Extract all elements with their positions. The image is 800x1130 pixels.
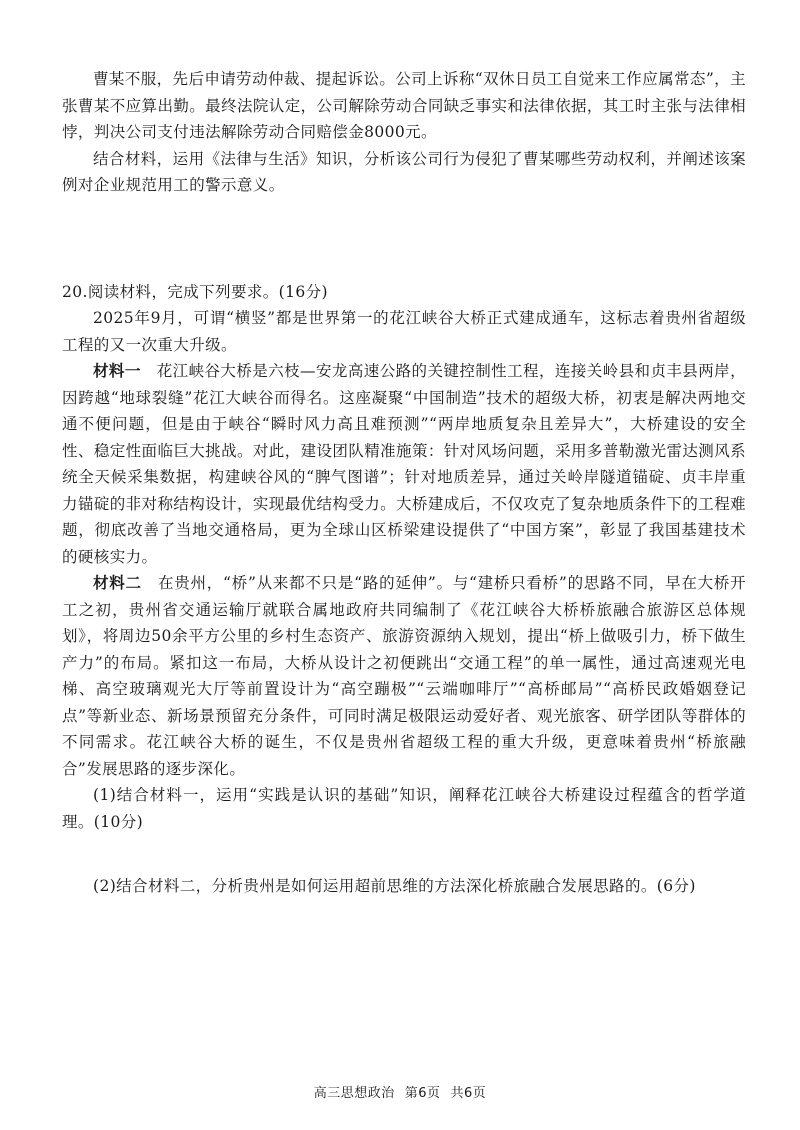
answer-space-1 xyxy=(62,835,746,873)
sub-question-2: (2)结合材料二，分析贵州是如何运用超前思维的方法深化桥旅融合发展思路的。(6分) xyxy=(93,877,696,895)
question-20-intro: 2025年9月，可谓“横竖”都是世界第一的花江峡谷大桥正式建成通车，这标志着贵州省超级工程的又一次重大升级。 xyxy=(62,309,746,354)
material-2-label: 材料二 xyxy=(93,573,142,592)
page-footer xyxy=(0,1082,800,1101)
exam-page xyxy=(62,66,746,900)
material-1-label: 材料一 xyxy=(93,361,141,380)
question-19-prompt: 结合材料，运用《法律与生活》知识，分析该公司行为侵犯了曹某哪些劳动权利，并阐述该案例对企业规范用工的警示意义。 xyxy=(62,149,746,194)
footer-subject: 高三思想政治 xyxy=(313,1086,395,1101)
material-2-text: 在贵州，“桥”从来都不只是“路的延伸”。与“建桥只看桥”的思路不同，早在大桥开工之初，贵州省交通运输厅就联合属地政府共同编制了《花江峡谷大桥桥旅融合旅游区总体规划》，将周边50余平方公里的乡村生态资产、旅游资源纳入规划，提出“桥上做吸引力，桥下做生产力”的布局。紧扣这一布局，大桥从设计之初便跳出“交通工程”的单一属性，通过高速观光电梯、高空玻璃观光大厅等前置设计为“高空蹦极”“云端咖啡厅”“高桥邮局”“高桥民政婚姻登记点”等新业态、新场景预留充分条件，可同时满足极限运动爱好者、观光旅客、研学团队等群体的不同需求。花江峡谷大桥的诞生，不仅是贵州省超级工程的重大升级，更意味着贵州“桥旅融合”发展思路的逐步深化。 xyxy=(62,574,747,778)
footer-page: 第6页 xyxy=(404,1086,441,1101)
question-20-title: 20.阅读材料，完成下列要求。(16分) xyxy=(62,282,328,301)
footer-total: 共6页 xyxy=(450,1086,487,1101)
case-paragraph: 曹某不服，先后申请劳动仲裁、提起诉讼。公司上诉称“双休日员工自觉来工作应属常态”，主张曹某不应算出勤。最终法院认定，公司解除劳动合同缺乏事实和法律依据，其工时主张与法律相悖，判决公司支付违法解除劳动合同赔偿金8000元。 xyxy=(62,70,746,141)
material-1 xyxy=(62,358,746,570)
material-2 xyxy=(62,570,746,782)
answer-space xyxy=(62,199,746,279)
sub-question-1: (1)结合材料一，运用“实践是认识的基础”知识，阐释花江峡谷大桥建设过程蕴含的哲学道理。(10分) xyxy=(62,786,746,831)
material-1-text: 花江峡谷大桥是六枝—安龙高速公路的关键控制性工程，连接关岭县和贞丰县两岸，因跨越“地球裂缝”花江大峡谷而得名。这座凝聚“中国制造”技术的超级大桥，初衷是解决两地交通不便问题，但是由于峡谷“瞬时风力高且难预测”“两岸地质复杂且差异大”，大桥建设的安全性、稳定性面临巨大挑战。对此，建设团队精准施策：针对风场问题，采用多普勒激光雷达测风系统全天候采集数据，构建峡谷风的“脾气图谱”；针对地质差异，通过关岭岸隧道锚碇、贞丰岸重力锚碇的非对称结构设计，实现最优结构受力。大桥建成后，不仅攻克了复杂地质条件下的工程难题，彻底改善了当地交通格局，更为全球山区桥梁建设提供了“中国方案”，彰显了我国基建技术的硬核实力。 xyxy=(62,362,746,566)
